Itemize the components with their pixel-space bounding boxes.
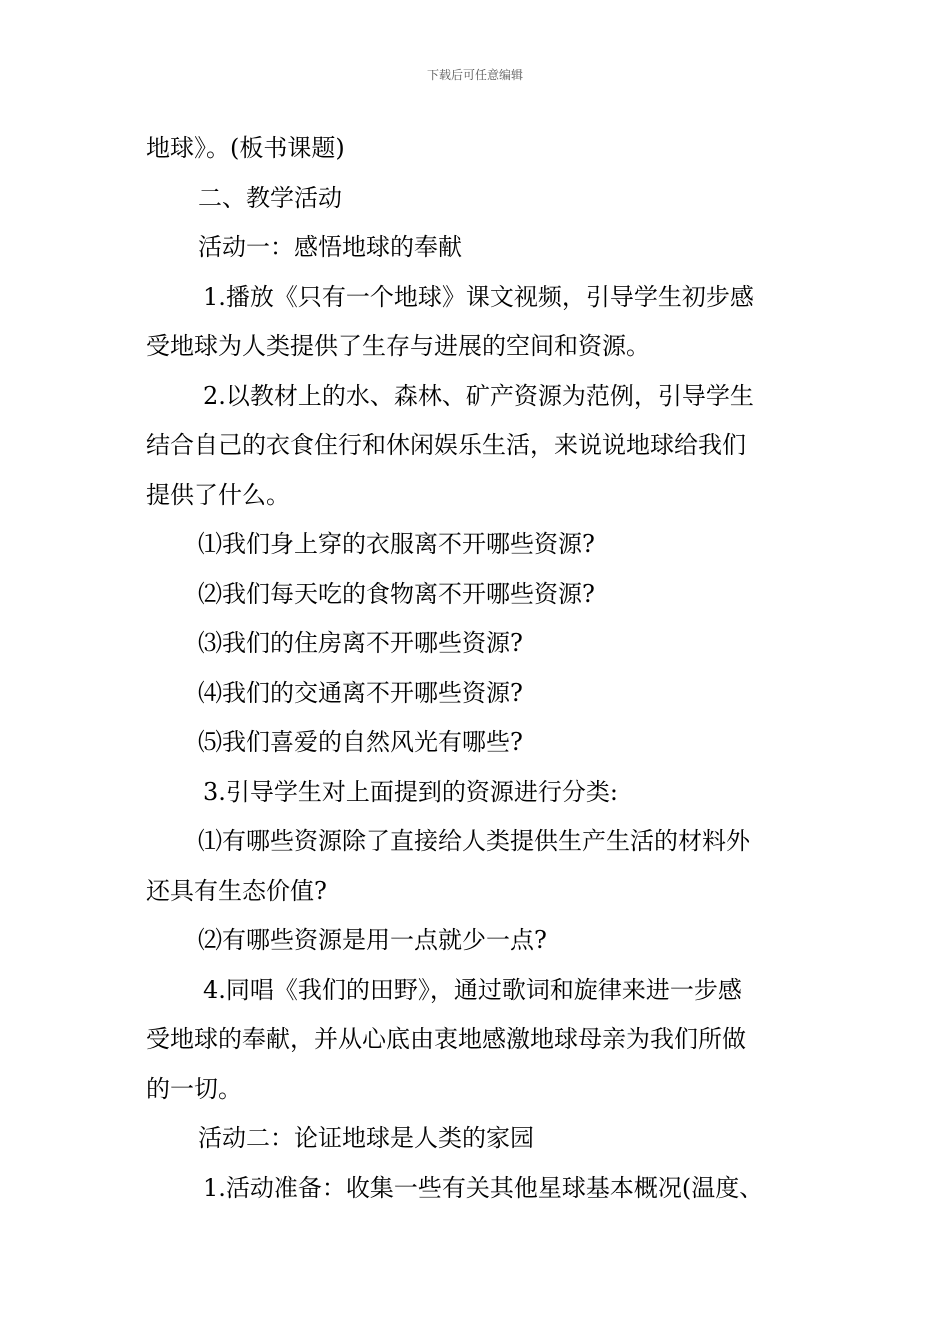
paragraph-line: 4.同唱《我们的田野》，通过歌词和旋律来进一步感 (203, 975, 742, 1004)
list-item: ⑷我们的交通离不开哪些资源? (198, 678, 523, 707)
paragraph-line: 还具有生态价值? (146, 876, 327, 905)
paragraph-line: 受地球的奉献，并从心底由衷地感激地球母亲为我们所做 (146, 1025, 746, 1053)
paragraph-line: 的一切。 (146, 1074, 242, 1103)
list-item: ⑵有哪些资源是用一点就少一点? (198, 926, 547, 954)
paragraph-line: 提供了什么。 (146, 480, 290, 509)
list-item: ⑶我们的住房离不开哪些资源? (198, 629, 523, 657)
activity-heading: 活动二：论证地球是人类的家园 (198, 1124, 534, 1152)
list-item: ⑵我们每天吃的食物离不开哪些资源? (198, 579, 595, 608)
paragraph-line: 结合自己的衣食住行和休闲娱乐生活，来说说地球给我们 (146, 431, 746, 459)
paragraph-line: 3.引导学生对上面提到的资源进行分类: (203, 777, 618, 806)
paragraph-line: 受地球为人类提供了生存与进展的空间和资源。 (146, 332, 650, 360)
paragraph-line: 地球》。(板书课题) (146, 134, 345, 162)
page-header: 下载后可任意编辑 (426, 68, 523, 82)
list-item: ⑴我们身上穿的衣服离不开哪些资源? (198, 530, 595, 558)
document-body (146, 124, 810, 1213)
paragraph-line: 1.活动准备：收集一些有关其他星球基本概况(温度、 (203, 1173, 764, 1202)
paragraph-line: 2.以教材上的水、森林、矿产资源为范例，引导学生 (203, 381, 754, 410)
list-item: ⑸我们喜爱的自然风光有哪些? (198, 728, 523, 756)
section-heading: 二、教学活动 (198, 183, 342, 212)
list-item: ⑴有哪些资源除了直接给人类提供生产生活的材料外 (198, 827, 750, 855)
paragraph-line: 1.播放《只有一个地球》课文视频，引导学生初步感 (203, 282, 754, 311)
activity-heading: 活动一：感悟地球的奉献 (198, 233, 462, 261)
